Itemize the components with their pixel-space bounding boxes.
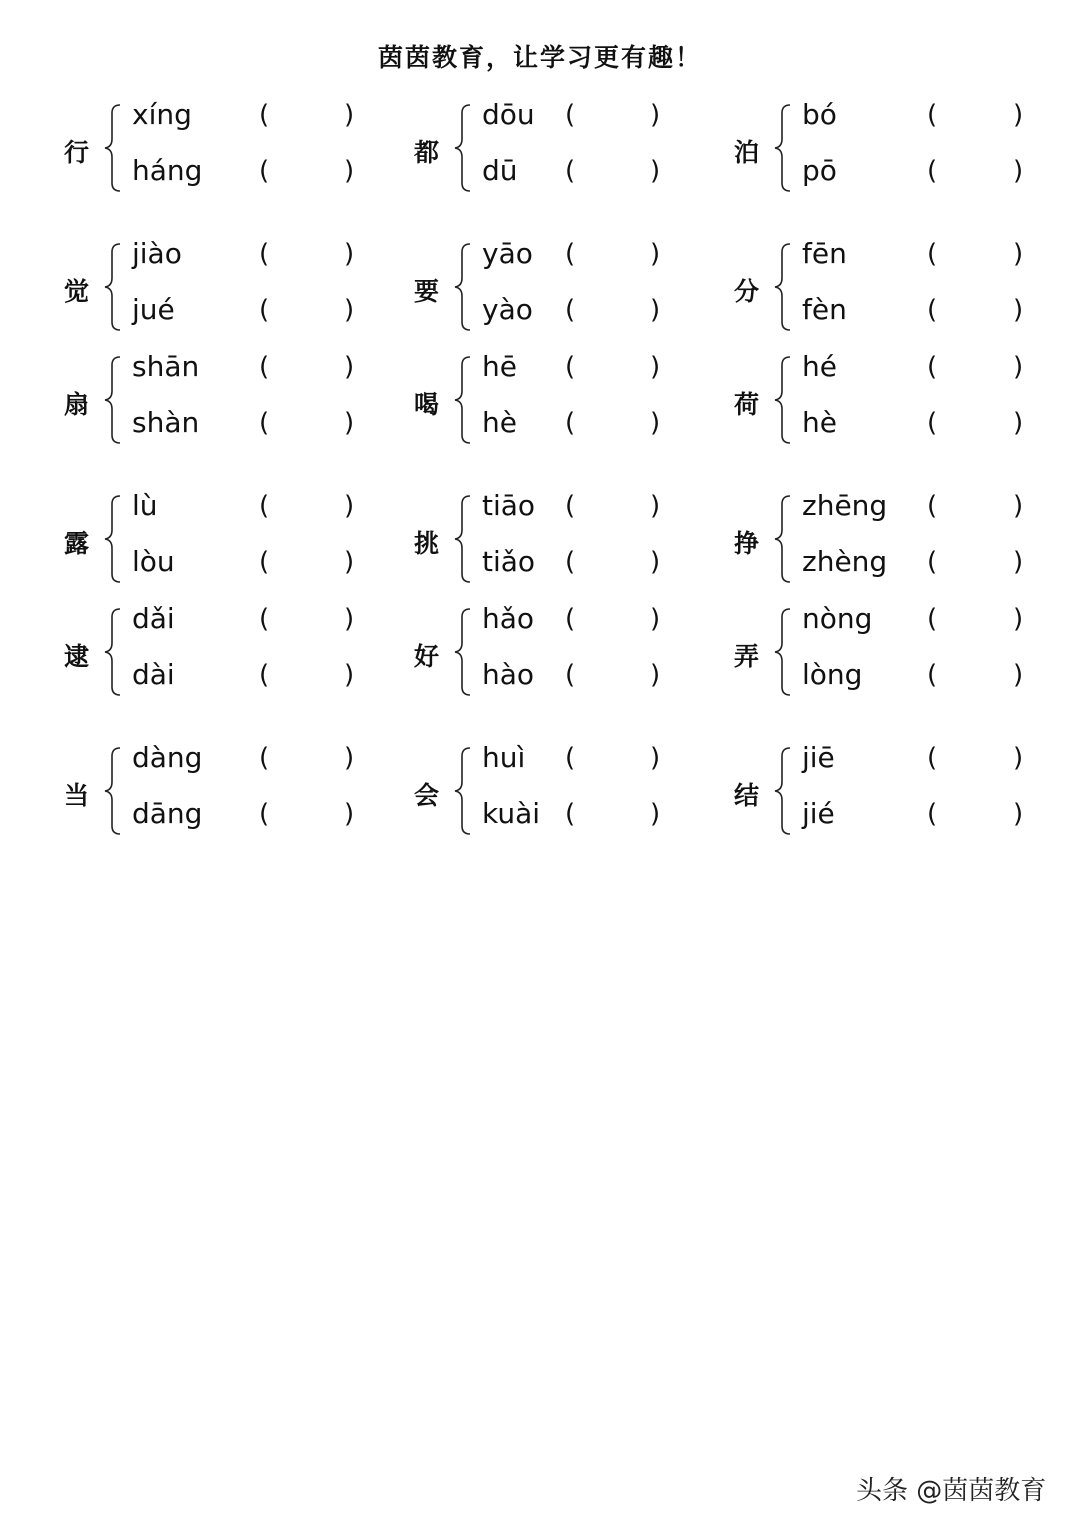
answer-paren-close: ): [650, 743, 661, 773]
answer-blank[interactable]: [579, 290, 646, 330]
answer-blank[interactable]: [273, 486, 340, 526]
pinyin-reading-2: hè: [482, 406, 517, 439]
hanzi-character: 荷: [734, 390, 760, 419]
answer-paren-close: ): [1013, 100, 1024, 130]
pinyin-reading-2: jué: [132, 293, 175, 326]
answer-blank[interactable]: [579, 542, 646, 582]
pinyin-reading-2: jié: [802, 797, 835, 830]
hanzi-character: 行: [64, 138, 90, 167]
hanzi-character: 扇: [64, 390, 90, 419]
answer-blank[interactable]: [941, 738, 1009, 778]
pinyin-reading-1: dōu: [482, 98, 535, 131]
hanzi-character: 露: [64, 529, 90, 558]
answer-paren-open: (: [259, 239, 270, 269]
pinyin-reading-1: jiē: [802, 741, 835, 774]
answer-paren-open: (: [259, 156, 270, 186]
answer-paren-close: ): [1013, 604, 1024, 634]
answer-paren-open: (: [927, 743, 938, 773]
hanzi-character: 挑: [414, 529, 440, 558]
answer-paren-open: (: [927, 660, 938, 690]
answer-blank[interactable]: [941, 794, 1009, 834]
curly-brace-icon: [102, 494, 124, 584]
pinyin-reading-2: fèn: [802, 293, 847, 326]
answer-paren-close: ): [344, 239, 355, 269]
answer-paren-open: (: [259, 743, 270, 773]
answer-blank[interactable]: [579, 234, 646, 274]
curly-brace-icon: [102, 355, 124, 445]
curly-brace-icon: [772, 355, 794, 445]
answer-paren-close: ): [1013, 743, 1024, 773]
answer-blank[interactable]: [941, 403, 1009, 443]
curly-brace-icon: [452, 355, 474, 445]
curly-brace-icon: [102, 242, 124, 332]
answer-paren-close: ): [650, 239, 661, 269]
answer-paren-close: ): [344, 491, 355, 521]
hanzi-character: 喝: [414, 390, 440, 419]
answer-paren-close: ): [1013, 352, 1024, 382]
pinyin-reading-2: shàn: [132, 406, 200, 439]
hanzi-character: 结: [734, 781, 760, 810]
answer-blank[interactable]: [273, 290, 340, 330]
hanzi-character: 好: [414, 642, 440, 671]
pinyin-reading-2: dài: [132, 658, 175, 691]
curly-brace-icon: [102, 746, 124, 836]
answer-paren-open: (: [565, 604, 576, 634]
answer-paren-open: (: [927, 491, 938, 521]
answer-blank[interactable]: [579, 794, 646, 834]
pinyin-reading-1: zhēng: [802, 489, 888, 522]
answer-blank[interactable]: [273, 599, 340, 639]
curly-brace-icon: [772, 746, 794, 836]
pinyin-reading-1: tiāo: [482, 489, 536, 522]
answer-blank[interactable]: [273, 738, 340, 778]
answer-paren-open: (: [565, 352, 576, 382]
hanzi-character: 当: [64, 781, 90, 810]
answer-paren-open: (: [927, 100, 938, 130]
answer-paren-open: (: [927, 604, 938, 634]
pinyin-reading-2: dū: [482, 154, 518, 187]
pinyin-reading-2: pō: [802, 154, 837, 187]
answer-paren-close: ): [344, 295, 355, 325]
pinyin-reading-2: dāng: [132, 797, 203, 830]
curly-brace-icon: [102, 607, 124, 697]
exercise-row: [0, 347, 1080, 462]
answer-paren-close: ): [1013, 660, 1024, 690]
exercise-row: [0, 486, 1080, 601]
answer-paren-close: ): [650, 295, 661, 325]
answer-paren-close: ): [344, 408, 355, 438]
answer-paren-open: (: [565, 799, 576, 829]
curly-brace-icon: [772, 103, 794, 193]
hanzi-character: 泊: [734, 138, 760, 167]
answer-paren-close: ): [1013, 491, 1024, 521]
answer-paren-open: (: [259, 352, 270, 382]
answer-paren-close: ): [650, 100, 661, 130]
hanzi-character: 逮: [64, 642, 90, 671]
watermark: 头条 @茵茵教育: [856, 1476, 1047, 1506]
answer-paren-open: (: [565, 660, 576, 690]
curly-brace-icon: [452, 607, 474, 697]
answer-paren-close: ): [650, 547, 661, 577]
curly-brace-icon: [772, 494, 794, 584]
answer-paren-close: ): [344, 547, 355, 577]
exercise-row: [0, 95, 1080, 210]
hanzi-character: 觉: [64, 277, 90, 306]
pinyin-reading-1: jiào: [132, 237, 182, 270]
hanzi-character: 都: [414, 138, 440, 167]
answer-paren-open: (: [927, 156, 938, 186]
answer-paren-close: ): [650, 156, 661, 186]
answer-paren-close: ): [1013, 156, 1024, 186]
page-title: 茵茵教育，让学习更有趣！: [377, 43, 702, 72]
answer-blank[interactable]: [273, 655, 340, 695]
answer-paren-close: ): [650, 799, 661, 829]
answer-paren-open: (: [259, 491, 270, 521]
pinyin-reading-1: hé: [802, 350, 837, 383]
answer-blank[interactable]: [273, 347, 340, 387]
hanzi-character: 弄: [734, 642, 760, 671]
answer-paren-open: (: [927, 799, 938, 829]
answer-blank[interactable]: [273, 95, 340, 135]
answer-paren-close: ): [1013, 239, 1024, 269]
hanzi-character: 分: [734, 277, 760, 306]
curly-brace-icon: [452, 494, 474, 584]
curly-brace-icon: [772, 242, 794, 332]
answer-blank[interactable]: [579, 403, 646, 443]
curly-brace-icon: [452, 103, 474, 193]
answer-blank[interactable]: [579, 151, 646, 191]
answer-paren-open: (: [927, 295, 938, 325]
answer-paren-close: ): [344, 352, 355, 382]
pinyin-reading-1: fēn: [802, 237, 847, 270]
pinyin-reading-1: huì: [482, 741, 526, 774]
answer-paren-close: ): [1013, 295, 1024, 325]
hanzi-character: 要: [414, 277, 440, 306]
answer-paren-close: ): [1013, 408, 1024, 438]
answer-paren-open: (: [927, 547, 938, 577]
answer-paren-close: ): [650, 491, 661, 521]
answer-paren-close: ): [344, 604, 355, 634]
answer-blank[interactable]: [579, 738, 646, 778]
answer-blank[interactable]: [941, 95, 1009, 135]
answer-paren-open: (: [565, 156, 576, 186]
answer-blank[interactable]: [273, 542, 340, 582]
answer-blank[interactable]: [941, 234, 1009, 274]
pinyin-reading-2: hào: [482, 658, 535, 691]
answer-paren-close: ): [344, 156, 355, 186]
answer-paren-open: (: [565, 547, 576, 577]
answer-paren-open: (: [259, 660, 270, 690]
answer-paren-close: ): [650, 408, 661, 438]
answer-blank[interactable]: [941, 486, 1009, 526]
answer-blank[interactable]: [273, 234, 340, 274]
answer-blank[interactable]: [579, 486, 646, 526]
pinyin-reading-1: nòng: [802, 602, 873, 635]
curly-brace-icon: [772, 607, 794, 697]
pinyin-reading-1: bó: [802, 98, 837, 131]
answer-paren-open: (: [565, 295, 576, 325]
answer-blank[interactable]: [579, 347, 646, 387]
curly-brace-icon: [102, 103, 124, 193]
pinyin-reading-2: lòu: [132, 545, 175, 578]
curly-brace-icon: [452, 746, 474, 836]
answer-blank[interactable]: [579, 95, 646, 135]
pinyin-reading-1: hǎo: [482, 602, 535, 635]
answer-paren-open: (: [565, 491, 576, 521]
pinyin-reading-1: shān: [132, 350, 200, 383]
answer-paren-open: (: [565, 100, 576, 130]
answer-paren-close: ): [650, 604, 661, 634]
pinyin-reading-2: yào: [482, 293, 533, 326]
answer-blank[interactable]: [941, 599, 1009, 639]
answer-blank[interactable]: [941, 655, 1009, 695]
answer-paren-close: ): [1013, 799, 1024, 829]
answer-paren-close: ): [650, 352, 661, 382]
pinyin-reading-1: lù: [132, 489, 158, 522]
answer-blank[interactable]: [941, 151, 1009, 191]
answer-paren-open: (: [259, 547, 270, 577]
answer-blank[interactable]: [941, 347, 1009, 387]
answer-blank[interactable]: [579, 599, 646, 639]
pinyin-reading-1: dàng: [132, 741, 203, 774]
answer-blank[interactable]: [579, 655, 646, 695]
answer-paren-open: (: [259, 604, 270, 634]
answer-blank[interactable]: [941, 542, 1009, 582]
answer-paren-open: (: [927, 352, 938, 382]
answer-paren-open: (: [259, 799, 270, 829]
hanzi-character: 挣: [734, 529, 760, 558]
exercise-row: [0, 234, 1080, 349]
answer-paren-close: ): [344, 660, 355, 690]
exercise-row: [0, 738, 1080, 853]
answer-paren-open: (: [565, 408, 576, 438]
pinyin-reading-2: zhèng: [802, 545, 888, 578]
answer-paren-open: (: [259, 100, 270, 130]
pinyin-reading-1: yāo: [482, 237, 533, 270]
answer-paren-close: ): [1013, 547, 1024, 577]
exercise-row: [0, 599, 1080, 714]
answer-paren-close: ): [344, 100, 355, 130]
answer-blank[interactable]: [941, 290, 1009, 330]
answer-blank[interactable]: [273, 794, 340, 834]
answer-paren-open: (: [259, 295, 270, 325]
pinyin-reading-2: kuài: [482, 797, 541, 830]
answer-paren-close: ): [344, 743, 355, 773]
pinyin-reading-1: hē: [482, 350, 517, 383]
pinyin-reading-1: dǎi: [132, 602, 175, 635]
answer-paren-open: (: [565, 743, 576, 773]
pinyin-reading-2: tiǎo: [482, 545, 536, 578]
answer-paren-open: (: [927, 239, 938, 269]
answer-paren-open: (: [565, 239, 576, 269]
curly-brace-icon: [452, 242, 474, 332]
answer-paren-close: ): [344, 799, 355, 829]
answer-blank[interactable]: [273, 151, 340, 191]
pinyin-reading-2: lòng: [802, 658, 863, 691]
answer-paren-open: (: [259, 408, 270, 438]
hanzi-character: 会: [414, 781, 440, 810]
pinyin-reading-2: háng: [132, 154, 203, 187]
pinyin-reading-1: xíng: [132, 98, 192, 131]
answer-paren-close: ): [650, 660, 661, 690]
answer-paren-open: (: [927, 408, 938, 438]
pinyin-reading-2: hè: [802, 406, 837, 439]
answer-blank[interactable]: [273, 403, 340, 443]
